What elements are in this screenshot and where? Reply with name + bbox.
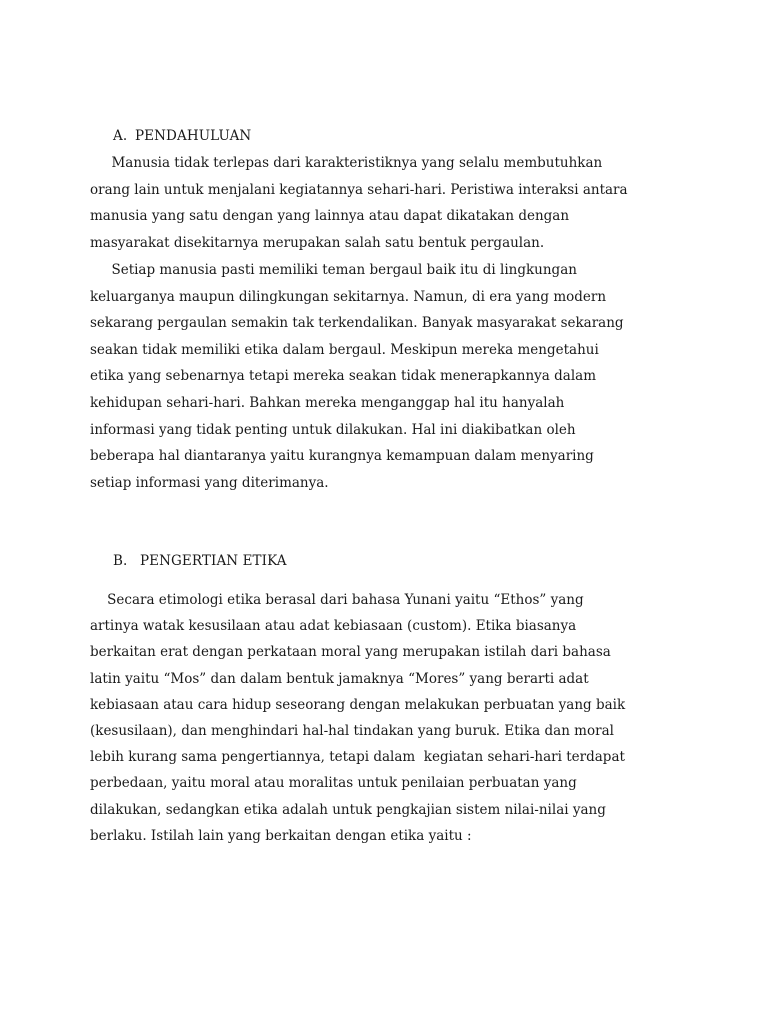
- text-line: berkaitan erat dengan perkataan moral yang merupakan istilah dari bahasa: [90, 644, 611, 661]
- heading-pengertian-etika: [113, 553, 287, 569]
- text-line: seakan tidak memiliki etika dalam bergaul. Meskipun mereka mengetahui: [90, 341, 599, 358]
- text-line: kehidupan sehari-hari. Bahkan mereka menganggap hal itu hanyalah: [90, 394, 565, 411]
- heading-letter: A.: [113, 128, 128, 144]
- heading-letter: B.: [113, 553, 128, 569]
- text-line: berlaku. Istilah lain yang berkaitan dengan etika yaitu :: [90, 827, 472, 844]
- text-line: (kesusilaan), dan menghindari hal-hal tindakan yang buruk. Etika dan moral: [90, 722, 614, 739]
- text-line: manusia yang satu dengan yang lainnya atau dapat dikatakan dengan: [90, 208, 570, 225]
- text-line: perbedaan, yaitu moral atau moralitas untuk penilaian perbuatan yang: [90, 775, 577, 792]
- text-line: orang lain untuk menjalani kegiatannya sehari-hari. Peristiwa interaksi antara: [90, 181, 628, 198]
- text-line: informasi yang tidak penting untuk dilakukan. Hal ini diakibatkan oleh: [90, 421, 576, 438]
- text-line: keluarganya maupun dilingkungan sekitarnya. Namun, di era yang modern: [90, 288, 607, 305]
- text-line: masyarakat disekitarnya merupakan salah satu bentuk pergaulan.: [90, 234, 545, 251]
- paragraph-pendahuluan-1: [90, 150, 690, 256]
- text-line: lebih kurang sama pengertiannya, tetapi dalam kegiatan sehari-hari terdapat: [90, 749, 625, 766]
- text-line: Manusia tidak terlepas dari karakteristiknya yang selalu membutuhkan: [90, 155, 603, 171]
- text-line: beberapa hal diantaranya yaitu kurangnya kemampuan dalam menyaring: [90, 448, 594, 465]
- paragraph-pendahuluan-2: [90, 257, 690, 496]
- text-line: etika yang sebenarnya tetapi mereka seakan tidak menerapkannya dalam: [90, 368, 596, 385]
- text-line: latin yaitu “Mos” dan dalam bentuk jamaknya “Mores” yang berarti adat: [90, 670, 589, 687]
- paragraph-pengertian-etika: [90, 587, 690, 849]
- heading-pendahuluan: [113, 128, 251, 144]
- text-line: Setiap manusia pasti memiliki teman bergaul baik itu di lingkungan: [90, 262, 577, 278]
- text-line: setiap informasi yang diterimanya.: [90, 474, 329, 491]
- text-line: dilakukan, sedangkan etika adalah untuk pengkajian sistem nilai-nilai yang: [90, 801, 606, 818]
- heading-title: PENDAHULUAN: [135, 128, 252, 144]
- heading-title: PENGERTIAN ETIKA: [140, 553, 287, 569]
- text-line: artinya watak kesusilaan atau adat kebiasaan (custom). Etika biasanya: [90, 618, 577, 635]
- text-line: Secara etimologi etika berasal dari bahasa Yunani yaitu “Ethos” yang: [90, 592, 584, 608]
- text-line: kebiasaan atau cara hidup seseorang dengan melakukan perbuatan yang baik: [90, 696, 626, 713]
- text-line: sekarang pergaulan semakin tak terkendalikan. Banyak masyarakat sekarang: [90, 315, 624, 332]
